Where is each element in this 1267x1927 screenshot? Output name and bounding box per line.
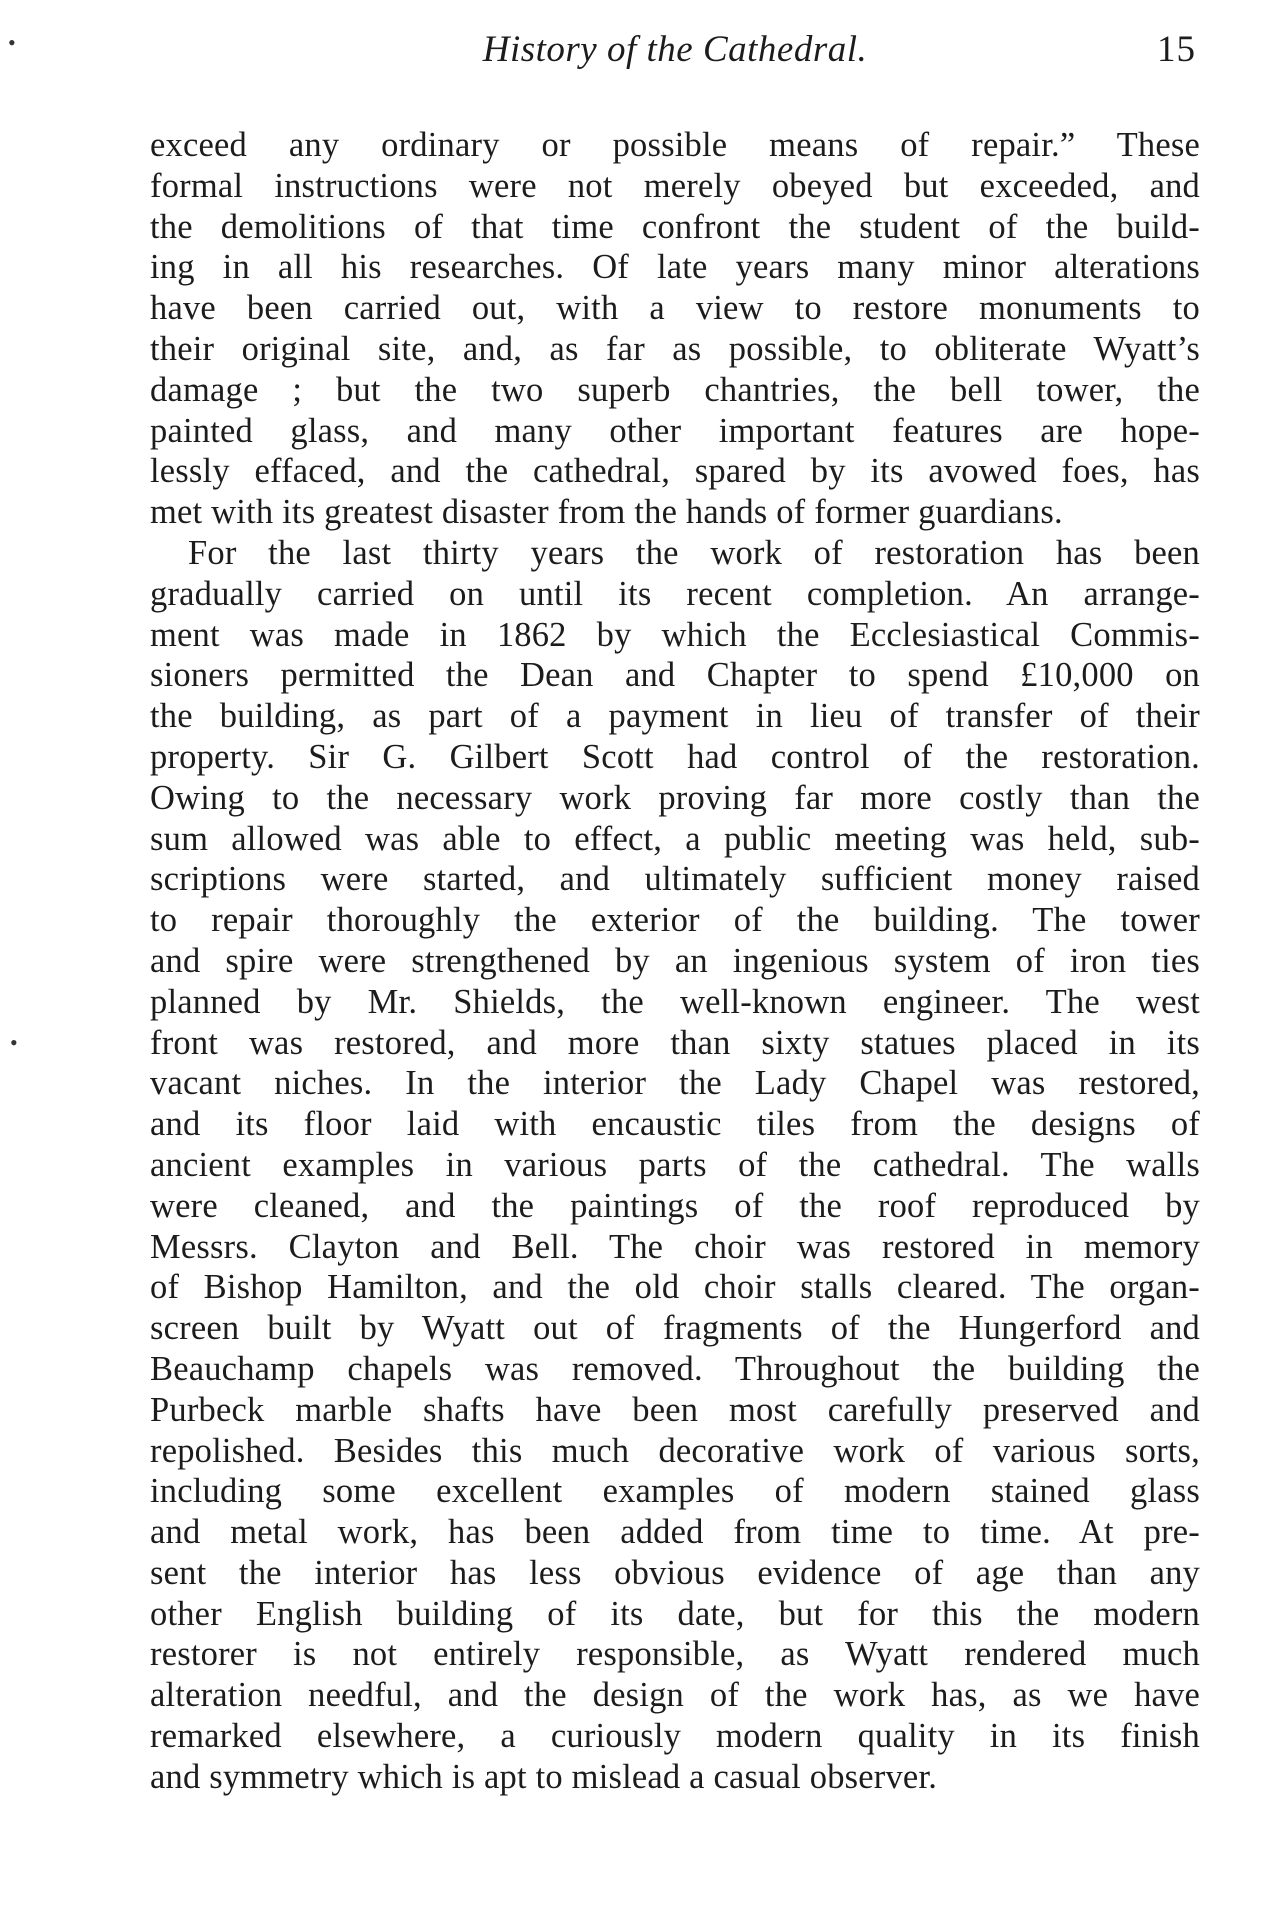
text-line: damage ; but the two superb chantries, the bell tower, the	[150, 370, 1200, 409]
text-line: repolished. Besides this much decorative work of various sorts,	[150, 1431, 1200, 1470]
paragraph-start-line: For the last thirty years the work of restoration has been	[188, 533, 1200, 572]
text-line: have been carried out, with a view to restore monuments to	[150, 289, 1200, 328]
text-line: remarked elsewhere, a curiously modern quality in its finish	[150, 1717, 1200, 1756]
text-line: painted glass, and many other important features are hope-	[150, 411, 1200, 450]
text-line: and its floor laid with encaustic tiles from the designs of	[150, 1105, 1200, 1144]
page-number: 15	[1157, 29, 1196, 70]
text-line: exceed any ordinary or possible means of repair.” These	[150, 126, 1200, 164]
text-line: ment was made in 1862 by which the Ecclesiastical Commis-	[150, 615, 1200, 654]
text-line: gradually carried on until its recent completion. An arrange-	[150, 574, 1200, 613]
text-line: formal instructions were not merely obeyed but exceeded, and	[150, 166, 1200, 205]
text-line: planned by Mr. Shields, the well-known engineer. The west	[150, 982, 1200, 1021]
margin-speck: •	[8, 30, 16, 55]
text-line: the demolitions of that time confront the student of the build-	[150, 207, 1200, 246]
text-line: lessly effaced, and the cathedral, spared by its avowed foes, has	[150, 452, 1200, 491]
paragraph-end-line: met with its greatest disaster from the hands of former guardians.	[150, 493, 1063, 532]
paragraph-end-line: and symmetry which is apt to mislead a casual observer.	[150, 1757, 938, 1796]
text-line: ing in all his researches. Of late years many minor alterations	[150, 248, 1200, 287]
text-line: scriptions were started, and ultimately sufficient money raised	[150, 860, 1200, 899]
text-line: screen built by Wyatt out of fragments of the Hungerford and	[150, 1309, 1200, 1348]
text-line: restorer is not entirely responsible, as Wyatt rendered much	[150, 1635, 1200, 1674]
body-text	[150, 125, 1200, 1798]
text-line: sent the interior has less obvious evidence of age than any	[150, 1553, 1200, 1592]
text-line: the building, as part of a payment in lieu of transfer of their	[150, 697, 1200, 736]
text-line: Messrs. Clayton and Bell. The choir was restored in memory	[150, 1227, 1200, 1266]
text-line: including some excellent examples of modern stained glass	[150, 1472, 1200, 1511]
text-line: other English building of its date, but for this the modern	[150, 1594, 1200, 1633]
running-title: History of the Cathedral.	[482, 29, 868, 70]
text-line: were cleaned, and the paintings of the roof reproduced by	[150, 1186, 1200, 1225]
text-line: vacant niches. In the interior the Lady Chapel was restored,	[150, 1064, 1200, 1103]
text-line: Owing to the necessary work proving far more costly than the	[150, 778, 1200, 817]
margin-speck: •	[10, 1030, 18, 1055]
text-line: Purbeck marble shafts have been most carefully preserved and	[150, 1390, 1200, 1429]
text-line: of Bishop Hamilton, and the old choir stalls cleared. The organ-	[150, 1268, 1200, 1307]
text-line: Beauchamp chapels was removed. Throughout the building the	[150, 1349, 1200, 1388]
text-line: ancient examples in various parts of the cathedral. The walls	[150, 1145, 1200, 1184]
running-head	[150, 22, 1200, 82]
text-line: and metal work, has been added from time to time. At pre-	[150, 1513, 1200, 1552]
text-line: their original site, and, as far as possible, to obliterate Wyatt’s	[150, 329, 1200, 368]
text-line: property. Sir G. Gilbert Scott had control of the restoration.	[150, 737, 1200, 776]
text-line: front was restored, and more than sixty statues placed in its	[150, 1023, 1200, 1062]
text-line: to repair thoroughly the exterior of the building. The tower	[150, 901, 1200, 940]
text-line: and spire were strengthened by an ingenious system of iron ties	[150, 941, 1200, 980]
text-line: alteration needful, and the design of the work has, as we have	[150, 1676, 1200, 1715]
text-line: sioners permitted the Dean and Chapter to spend £10,000 on	[150, 656, 1200, 695]
text-line: sum allowed was able to effect, a public meeting was held, sub-	[150, 819, 1200, 858]
